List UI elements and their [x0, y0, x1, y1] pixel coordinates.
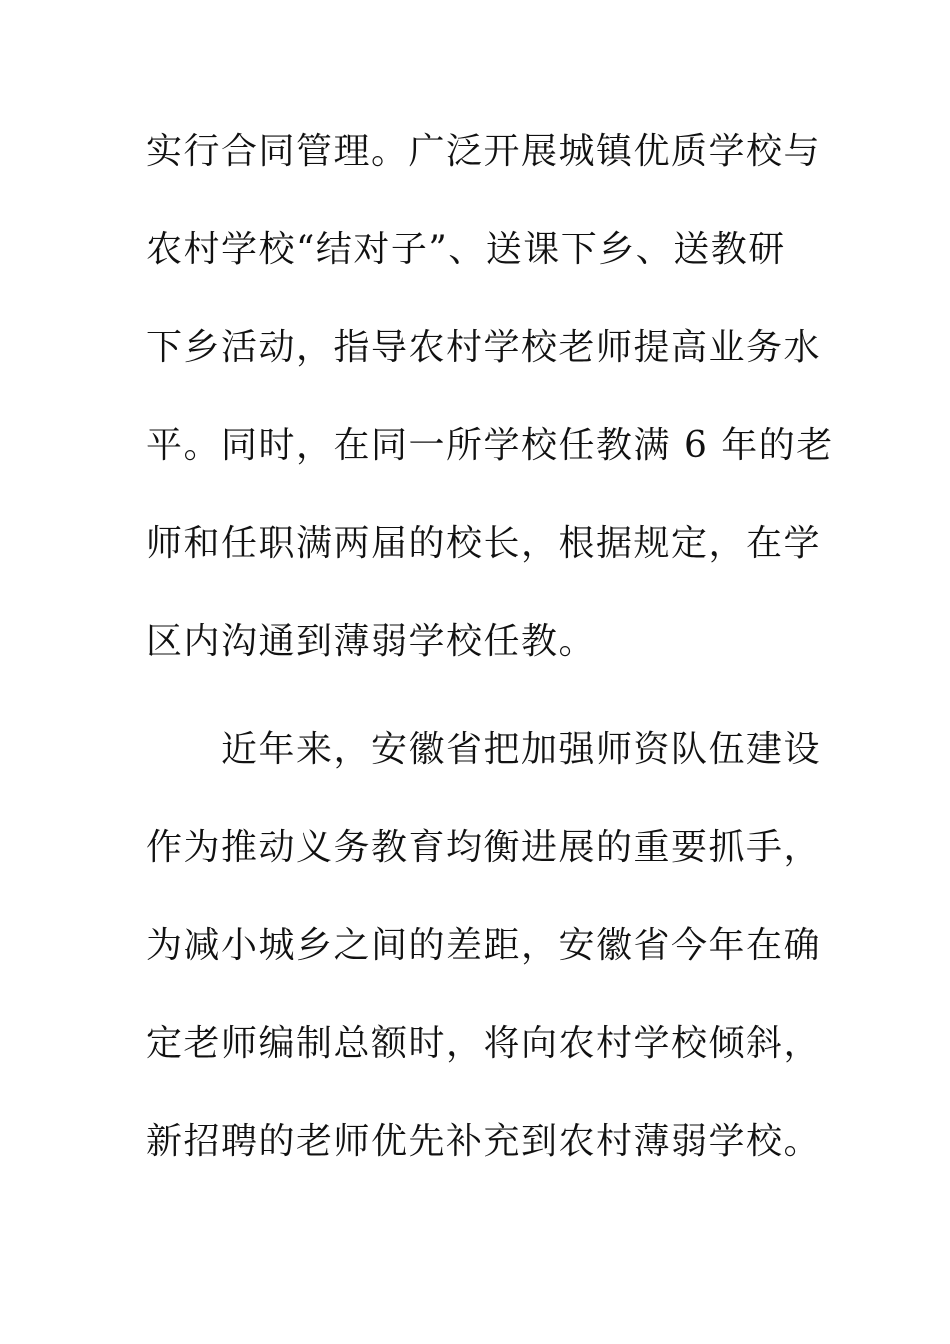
- text-line-9: 为减小城乡之间的差距，安徽省今年在确: [146, 925, 822, 966]
- text-line-2: 农村学校“结对子”、送课下乡、送教研: [146, 229, 786, 270]
- text-line-7: 近年来，安徽省把加强师资队伍建设: [146, 729, 822, 770]
- text-line-10: 定老师编制总额时，将向农村学校倾斜，: [146, 1023, 822, 1064]
- text-line-8: 作为推动义务教育均衡进展的重要抓手，: [146, 827, 822, 868]
- text-line-11: 新招聘的老师优先补充到农村薄弱学校。: [146, 1121, 822, 1162]
- text-line-6: 区内沟通到薄弱学校任教。: [146, 621, 597, 662]
- text-line-4: 平。同时，在同一所学校任教满 6 年的老: [146, 425, 834, 466]
- text-line-3: 下乡活动，指导农村学校老师提高业务水: [146, 327, 822, 368]
- text-line-5: 师和任职满两届的校长，根据规定，在学: [146, 523, 822, 564]
- text-line-1: 实行合同管理。广泛开展城镇优质学校与: [146, 131, 822, 172]
